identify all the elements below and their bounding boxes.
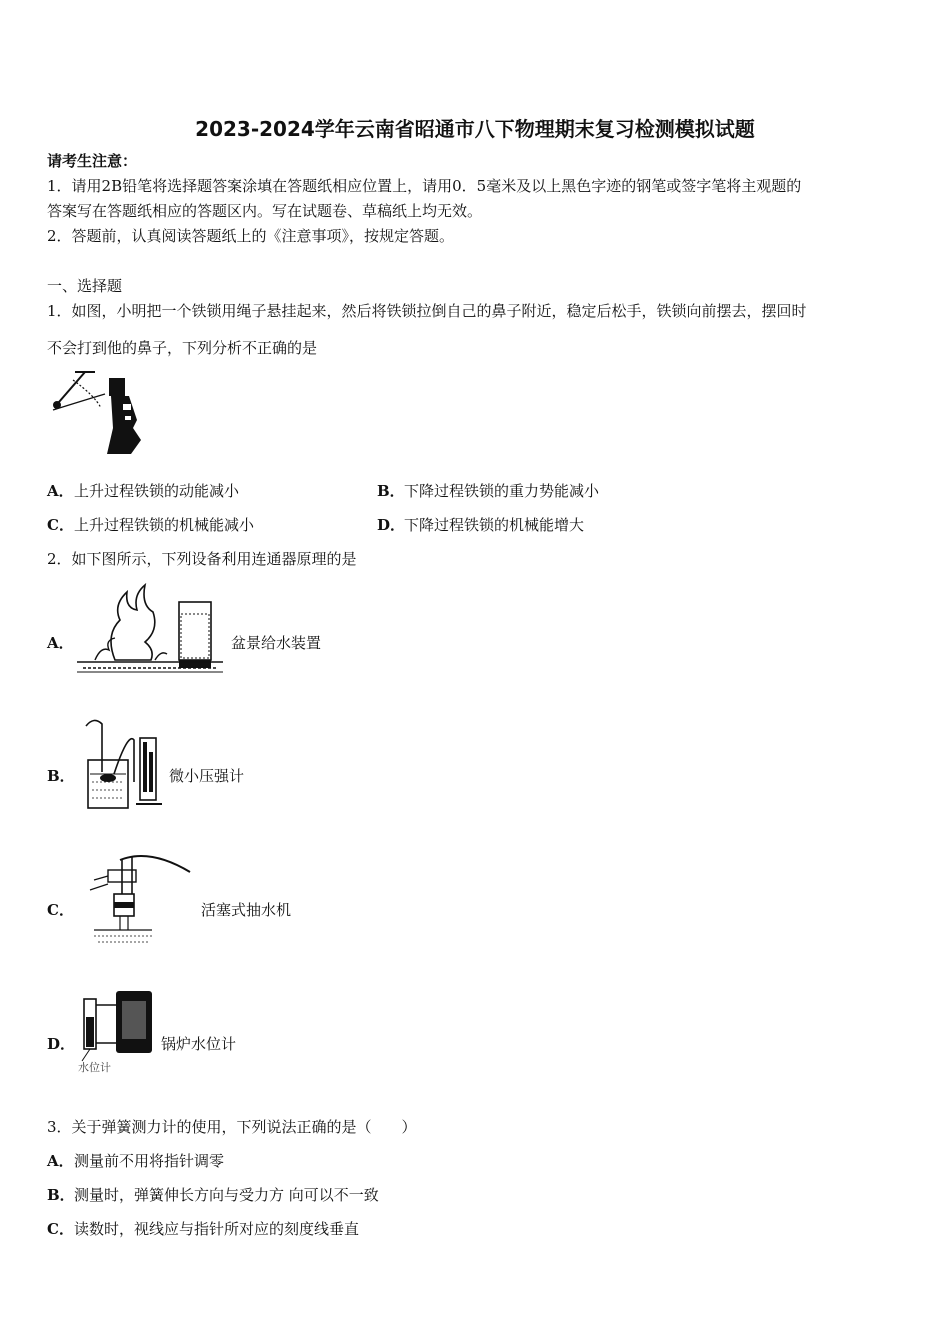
q1-option-a-label[interactable]: A．	[47, 482, 74, 500]
q2-figure-bonsai-water-device	[75, 580, 225, 675]
q2-option-d-label[interactable]: D．	[47, 1035, 76, 1053]
q2-figure-d-caption: 水位计	[78, 1061, 111, 1074]
q2-figure-piston-pump	[80, 850, 200, 945]
q3-option-c-label[interactable]: C．	[47, 1220, 74, 1238]
q3-stem: 3．关于弹簧测力计的使用，下列说法正确的是（ ）	[47, 1118, 417, 1136]
q1-figure-iron-lock-pendulum	[45, 368, 155, 458]
q2-figure-micro-pressure-gauge	[80, 712, 170, 812]
q1-stem-line1: 1．如图，小明把一个铁锁用绳子悬挂起来，然后将铁锁拉倒自己的鼻子附近，稳定后松手，铁锁向前摆去，摆回时	[47, 302, 807, 320]
q2-stem: 2．如下图所示，下列设备利用连通器原理的是	[47, 550, 357, 568]
q1-option-b-text: 下降过程铁锁的重力势能减小	[404, 482, 600, 500]
q2-figure-boiler-water-level-gauge	[76, 985, 160, 1065]
q3-option-b-label[interactable]: B．	[47, 1186, 75, 1204]
q1-option-c-label[interactable]: C．	[47, 516, 74, 534]
q1-option-d-label[interactable]: D．	[377, 516, 406, 534]
notice-heading: 请考生注意：	[47, 152, 138, 170]
q2-option-a-text: 盆景给水装置	[231, 634, 322, 652]
q2-option-d-text: 锅炉水位计	[161, 1035, 237, 1053]
q2-option-b-label[interactable]: B．	[47, 767, 75, 785]
q3-option-a-label[interactable]: A．	[47, 1152, 74, 1170]
q1-option-d-text: 下降过程铁锁的机械能增大	[404, 516, 585, 534]
q1-option-a-text: 上升过程铁锁的动能减小	[74, 482, 240, 500]
q3-option-a-text: 测量前不用将指针调零	[74, 1152, 225, 1170]
notice-line-1b: 答案写在答题纸相应的答题区内。写在试题卷、草稿纸上均无效。	[47, 202, 483, 220]
page-title: 2023-2024学年云南省昭通市八下物理期末复习检测模拟试题	[195, 117, 755, 141]
q3-option-b-text: 测量时，弹簧伸长方向与受力方 向可以不一致	[74, 1186, 379, 1204]
q1-stem-line2: 不会打到他的鼻子，下列分析不正确的是	[47, 339, 318, 357]
section-heading-choice: 一、选择题	[47, 277, 123, 295]
notice-line-1a: 1．请用2B铅笔将选择题答案涂填在答题纸相应位置上，请用0．5毫米及以上黑色字迹的钢笔或签字笔将主观题的	[47, 177, 802, 195]
q2-option-c-label[interactable]: C．	[47, 901, 74, 919]
q2-option-b-text: 微小压强计	[169, 767, 245, 785]
q3-option-c-text: 读数时，视线应与指针所对应的刻度线垂直	[74, 1220, 360, 1238]
q1-option-c-text: 上升过程铁锁的机械能减小	[74, 516, 255, 534]
q2-option-a-label[interactable]: A．	[47, 634, 74, 652]
q2-option-c-text: 活塞式抽水机	[201, 901, 292, 919]
q1-option-b-label[interactable]: B．	[377, 482, 405, 500]
notice-line-2: 2．答题前，认真阅读答题纸上的《注意事项》，按规定答题。	[47, 227, 455, 245]
